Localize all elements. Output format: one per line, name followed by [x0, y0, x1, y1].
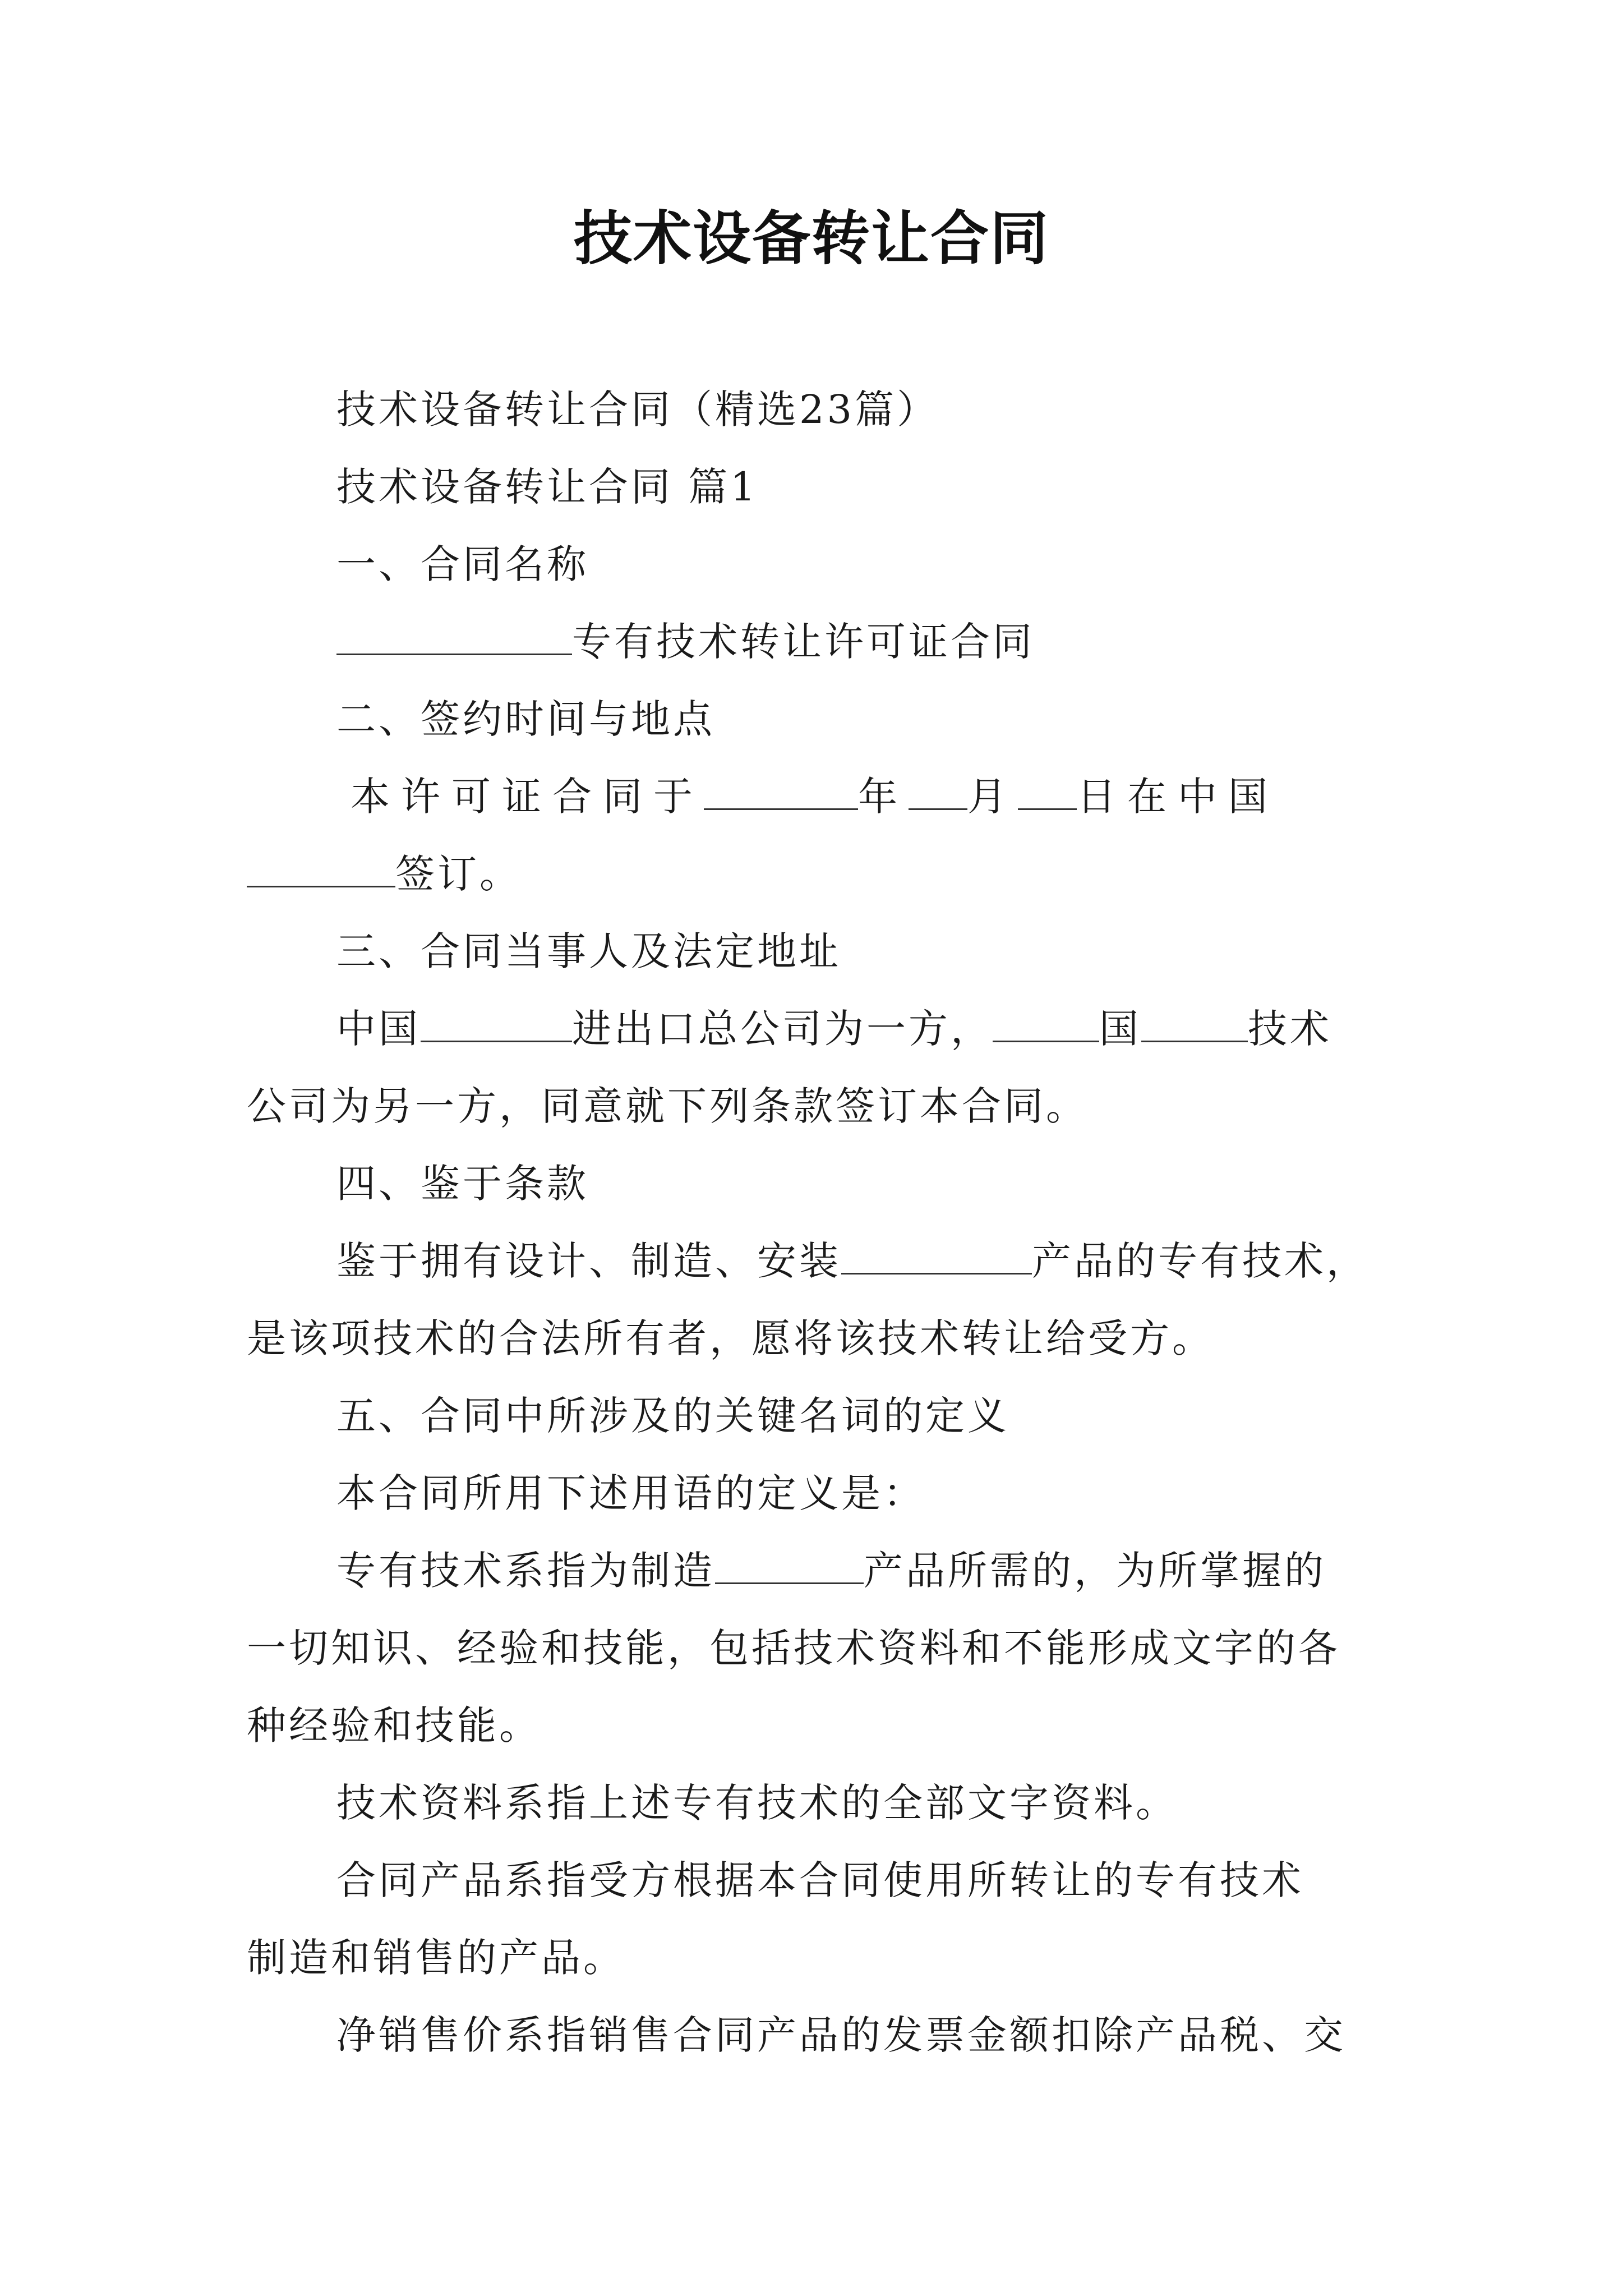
- section-3-line-2: 公司为另一方，同意就下列条款签订本合同。: [247, 1083, 1088, 1129]
- definition-text: 产品所需的，为所掌握的: [864, 1548, 1326, 1594]
- day-label: 日在中国: [1077, 774, 1279, 820]
- blank-field-place: [247, 851, 395, 887]
- section-2-heading: 二、签约时间与地点: [336, 696, 715, 742]
- party-text: 中国: [336, 1006, 421, 1052]
- definition-text: 专有技术系指为制造: [336, 1548, 715, 1594]
- section-5-heading: 五、合同中所涉及的关键名词的定义: [336, 1393, 1009, 1439]
- recital-text: 鉴于拥有设计、制造、安装: [336, 1238, 841, 1284]
- definition-3-line-2: 制造和销售的产品。: [247, 1935, 625, 1981]
- blank-field: [1141, 1006, 1248, 1042]
- blank-field: [841, 1238, 1032, 1274]
- year-label: 年: [858, 774, 909, 820]
- blank-field-month: [909, 774, 967, 810]
- blank-field: [336, 619, 572, 655]
- section-3-heading: 三、合同当事人及法定地址: [336, 928, 841, 974]
- definition-4-line-1: 净销售价系指销售合同产品的发票金额扣除产品税、交: [336, 2012, 1346, 2058]
- chapter-heading: 技术设备转让合同 篇1: [336, 464, 758, 510]
- section-4-line-1: [336, 1233, 1368, 1289]
- section-4-heading: 四、鉴于条款: [336, 1161, 589, 1207]
- party-text: 国: [1099, 1006, 1141, 1052]
- section-5-intro: 本合同所用下述用语的定义是：: [336, 1470, 925, 1516]
- definition-3-line-1: 合同产品系指受方根据本合同使用所转让的专有技术: [336, 1857, 1304, 1903]
- document-title: 技术设备转让合同: [573, 204, 1049, 273]
- section-1-heading: 一、合同名称: [336, 541, 589, 587]
- party-text: 进出口总公司为一方，: [572, 1006, 993, 1052]
- signed-text: 签订。: [395, 851, 522, 897]
- blank-field-day: [1018, 774, 1077, 810]
- section-2-line-2: [247, 846, 522, 902]
- blank-field: [421, 1006, 572, 1042]
- blank-field: [993, 1006, 1099, 1042]
- recital-text: 产品的专有技术，: [1032, 1238, 1368, 1284]
- contract-name-text: 专有技术转让许可证合同: [572, 619, 1035, 665]
- definition-1-line-1: [336, 1543, 1326, 1599]
- month-label: 月: [967, 774, 1018, 820]
- section-4-line-2: 是该项技术的合法所有者，愿将该技术转让给受方。: [247, 1315, 1214, 1361]
- blank-field: [715, 1548, 864, 1584]
- party-text: 技术: [1248, 1006, 1332, 1052]
- blank-field-year: [704, 774, 858, 810]
- signing-text: 本许可证合同于: [351, 774, 704, 820]
- definition-1-line-2: 一切知识、经验和技能，包括技术资料和不能形成文字的各: [247, 1625, 1340, 1671]
- section-1-text-line: [336, 614, 1035, 670]
- definition-1-line-3: 种经验和技能。: [247, 1703, 541, 1749]
- section-2-line-1: [351, 769, 1279, 825]
- document-subtitle: 技术设备转让合同（精选23篇）: [336, 386, 939, 432]
- section-3-line-1: [336, 1001, 1332, 1057]
- definition-2: 技术资料系指上述专有技术的全部文字资料。: [336, 1780, 1178, 1826]
